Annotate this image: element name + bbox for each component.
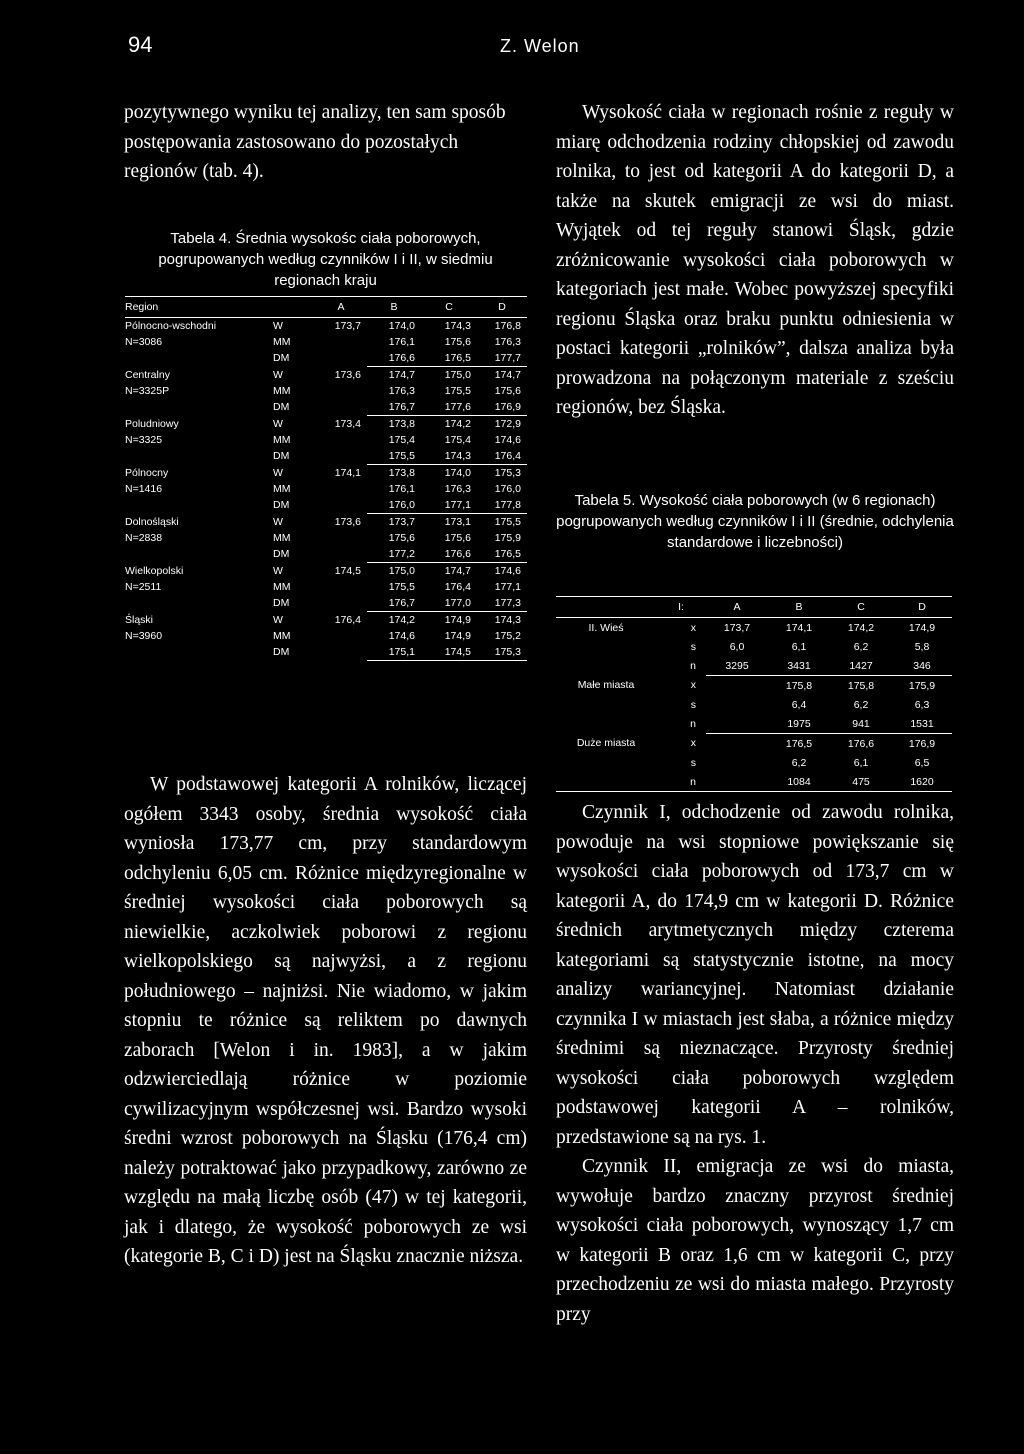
value-cell: 6,0 (729, 640, 745, 653)
table-row (556, 676, 952, 696)
value-cell: 174,3 (444, 320, 471, 332)
row-label-cell: MM (273, 434, 291, 446)
row-label-cell: W (273, 368, 283, 381)
value-cell: 177,0 (421, 595, 477, 612)
value-cell: 1531 (892, 714, 952, 734)
table4-header-cell (273, 297, 315, 318)
value-cell: 3295 (706, 656, 768, 676)
value-cell (315, 448, 367, 465)
table-row (125, 399, 527, 416)
stat-label-cell: x (690, 737, 696, 750)
value-cell: 176,6 (367, 350, 421, 367)
value-cell (706, 676, 768, 696)
row-label-cell: DM (273, 499, 290, 512)
empty-cell (556, 714, 656, 734)
value-cell: 174,0 (388, 320, 415, 332)
stat-label-cell: s (690, 756, 696, 769)
value-cell: 173,7 (388, 516, 415, 528)
empty-cell (125, 546, 273, 563)
row-label-cell: DM (273, 646, 290, 659)
value-cell: 6,4 (791, 698, 807, 711)
value-cell: 176,3 (444, 483, 471, 495)
value-cell: 174,3 (421, 448, 477, 465)
value-cell: 176,1 (388, 336, 415, 348)
value-cell: 176,0 (494, 483, 521, 495)
table5-header-cell: B (768, 597, 830, 618)
paragraph-text: pozytywnego wyniku tej analizy, ten sam sposób postępowania zastosowano do pozostałych regionów (tab. 4). (124, 102, 506, 182)
paragraph-text: Czynnik II, emigracja ze wsi do miasta, wywołuje bardzo znaczny przyrost średniej wysokości ciała poborowych, wynoszący 1,7 cm w kategorii B oraz 1,6 cm w kategorii C, przy przechodzeniu ze wsi do miasta małego. Przyrosty przy (556, 1156, 954, 1325)
value-cell: 176,3 (388, 385, 415, 397)
table-row (125, 416, 527, 433)
value-cell: 176,8 (494, 320, 521, 332)
value-cell: 177,1 (421, 497, 477, 514)
running-header-author: Z. Welon (500, 36, 580, 56)
region-count-cell: N=3325 (125, 434, 163, 446)
table-row (125, 530, 527, 546)
table5-header-row (556, 597, 952, 618)
value-cell: 174,9 (908, 621, 936, 634)
table-row (125, 367, 527, 384)
table-row (125, 432, 527, 448)
value-cell (315, 628, 367, 644)
value-cell (706, 695, 768, 714)
value-cell (315, 432, 367, 448)
value-cell: 175,5 (444, 385, 471, 397)
value-cell: 5,8 (914, 640, 930, 653)
value-cell: 175,9 (908, 679, 936, 692)
region-name-cell: Poludniowy (125, 417, 179, 430)
value-cell: 6,2 (853, 640, 869, 653)
stat-label-cell: s (690, 698, 696, 711)
value-cell: 174,1 (334, 466, 361, 479)
value-cell: 174,7 (388, 369, 415, 381)
value-cell: 6,1 (791, 640, 807, 653)
value-cell (315, 497, 367, 514)
value-cell: 173,4 (334, 417, 361, 430)
value-cell: 1084 (768, 772, 830, 792)
row-label-cell: DM (273, 450, 290, 463)
empty-cell (556, 753, 656, 772)
table-5 (556, 596, 952, 792)
value-cell: 175,1 (367, 644, 421, 661)
value-cell: 174,0 (444, 467, 471, 479)
value-cell: 176,0 (367, 497, 421, 514)
value-cell: 176,4 (477, 448, 527, 465)
value-cell: 475 (830, 772, 892, 792)
value-cell: 175,3 (477, 644, 527, 661)
value-cell (315, 383, 367, 399)
value-cell (706, 734, 768, 754)
stat-label-cell: n (690, 659, 696, 672)
empty-cell (556, 772, 656, 792)
stat-label-cell: x (690, 679, 696, 692)
value-cell: 175,5 (388, 581, 415, 593)
table5-header-cell: D (892, 597, 952, 618)
row-label-cell: W (273, 417, 283, 430)
value-cell: 176,3 (494, 336, 521, 348)
value-cell: 173,6 (334, 515, 361, 528)
value-cell: 176,4 (334, 613, 361, 626)
table-row (556, 656, 952, 676)
value-cell: 173,6 (334, 368, 361, 381)
value-cell (315, 595, 367, 612)
value-cell: 176,7 (367, 399, 421, 416)
table-row (556, 734, 952, 754)
value-cell: 6,1 (853, 756, 869, 769)
value-cell: 176,4 (444, 581, 471, 593)
value-cell (315, 481, 367, 497)
row-label-cell: MM (273, 532, 291, 544)
table5-body (556, 618, 952, 792)
value-cell: 1975 (768, 714, 830, 734)
table4-caption: Tabela 4. Średnia wysokośc ciała poborowych, pogrupowanych według czynników I i II, w siedmiu regionach kraju (158, 230, 493, 289)
value-cell: 176,5 (477, 546, 527, 563)
table4-header-cell: A (315, 297, 367, 318)
value-cell (315, 399, 367, 416)
right-bottom-text (556, 798, 954, 1329)
value-cell: 175,4 (388, 434, 415, 446)
value-cell: 176,5 (785, 737, 813, 750)
empty-cell (556, 637, 656, 656)
value-cell: 174,7 (444, 565, 471, 577)
group-name-cell: Małe miasta (577, 679, 635, 692)
value-cell (706, 714, 768, 734)
value-cell: 174,5 (421, 644, 477, 661)
value-cell: 177,3 (477, 595, 527, 612)
empty-cell (125, 399, 273, 416)
value-cell: 177,2 (367, 546, 421, 563)
value-cell: 174,1 (785, 621, 813, 634)
table-row (556, 637, 952, 656)
value-cell (315, 579, 367, 595)
region-name-cell: Centralny (125, 368, 170, 381)
table5-header-cell: C (830, 597, 892, 618)
table-row (125, 628, 527, 644)
table-row (125, 334, 527, 350)
row-label-cell: W (273, 613, 283, 626)
value-cell (315, 546, 367, 563)
value-cell: 175,5 (494, 516, 521, 528)
value-cell: 176,9 (477, 399, 527, 416)
region-name-cell: Śląski (125, 613, 154, 626)
empty-cell (556, 656, 656, 676)
value-cell: 177,6 (421, 399, 477, 416)
paragraph-text: W podstawowej kategorii A rolników, liczącej ogółem 3343 osoby, średnia wysokość ciała wyniosła 173,77 cm, przy standardowym odchyleniu 6,05 cm. Różnice międzyregionalne w średniej wysokości ciała poborowych są niewielkie, aczkolwiek poborowi z regionu wielkopolskiego są najwyżsi, a z regionu południowego – najniżsi. Nie wiadomo, w jakim stopniu te różnice są reliktem po dawnych zaborach [Welon i in. 1983], a w jakim odzwierciedlają różnice w poziomie cywilizacyjnym współczesnej wsi. Bardzo wysoki średni wzrost poborowych na Śląsku (176,4 cm) należy potraktować jako przypadkowy, zarówno ze względu na małą liczbę osób (47) w tej kategorii, jak i dlatego, że wysokość poborowych ze wsi (kategorie B, C i D) jest na Śląsku znacznie niższa. (124, 774, 527, 1267)
row-label-cell: MM (273, 483, 291, 495)
region-name-cell: Pólnocno-wschodni (125, 320, 217, 332)
value-cell: 173,7 (723, 621, 751, 634)
value-cell: 174,3 (494, 614, 521, 626)
value-cell: 6,2 (853, 698, 869, 711)
paragraph-text: Wysokość ciała w regionach rośnie z reguły w miarę odchodzenia rodziny chłopskiej od zawodu rolnika, to jest od kategorii A do kategorii D, a także na skutek emigracji ze wsi do miast. Wyjątek od tej reguły stanowi Śląsk, gdzie zróżnicowanie wysokości ciała poborowych w kategoriach jest małe. Wobec powyższej specyfiki regionu Śląska oraz braku punktu odniesienia w postaci kategorii „rolników”, dalsza analiza była prowadzona na połączonym materiale z sześciu regionów, bez Śląska. (556, 102, 954, 418)
value-cell: 3431 (768, 656, 830, 676)
region-count-cell: N=2511 (125, 581, 162, 593)
value-cell: 175,5 (367, 448, 421, 465)
value-cell: 175,8 (847, 679, 875, 692)
value-cell: 176,5 (421, 350, 477, 367)
table4-header-cell: Region (125, 297, 273, 318)
value-cell: 175,0 (444, 369, 471, 381)
stat-label-cell: n (690, 717, 696, 730)
empty-cell (125, 497, 273, 514)
value-cell (315, 530, 367, 546)
value-cell: 173,1 (444, 516, 471, 528)
table5-header-cell (556, 597, 656, 618)
table-row (125, 579, 527, 595)
empty-cell (125, 448, 273, 465)
value-cell (706, 772, 768, 792)
region-count-cell: N=3086 (125, 336, 163, 348)
row-label-cell: DM (273, 352, 290, 365)
value-cell: 175,9 (494, 532, 521, 544)
value-cell: 176,9 (908, 737, 936, 750)
value-cell: 177,1 (494, 581, 521, 593)
row-label-cell: MM (273, 336, 291, 348)
value-cell (315, 350, 367, 367)
table-4 (125, 296, 527, 661)
row-label-cell: W (273, 564, 283, 577)
table-row (125, 514, 527, 531)
value-cell: 174,5 (334, 564, 361, 577)
left-bottom-paragraph (124, 770, 527, 1272)
left-top-paragraph (124, 98, 527, 187)
row-label-cell: W (273, 320, 283, 332)
value-cell: 175,0 (388, 565, 415, 577)
row-label-cell: MM (273, 581, 291, 593)
value-cell: 174,6 (494, 434, 521, 446)
table4-header-row (125, 297, 527, 318)
value-cell: 175,2 (494, 630, 521, 642)
empty-cell (556, 695, 656, 714)
value-cell (706, 753, 768, 772)
table4-header-cell: C (421, 297, 477, 318)
table-row (125, 595, 527, 612)
table5-caption: Tabela 5. Wysokość ciała poborowych (w 6 regionach) pogrupowanych według czynników I i II (średnie, odchylenia standardowe i liczebności) (556, 492, 954, 551)
value-cell: 177,7 (477, 350, 527, 367)
table-row (125, 318, 527, 335)
table-row (125, 481, 527, 497)
table-row (556, 618, 952, 638)
table5-header-cell: A (706, 597, 768, 618)
page-number: 94 (128, 32, 153, 57)
value-cell: 6,2 (791, 756, 807, 769)
table-row (125, 465, 527, 482)
empty-cell (125, 644, 273, 661)
stat-label-cell: x (690, 621, 696, 634)
value-cell: 174,2 (444, 418, 471, 430)
region-name-cell: Pólnocny (125, 466, 169, 479)
value-cell: 174,2 (388, 614, 415, 626)
row-label-cell: W (273, 466, 283, 479)
group-name-cell: II. Wieś (588, 621, 624, 634)
table-row (125, 497, 527, 514)
region-count-cell: N=2838 (125, 532, 163, 544)
region-count-cell: N=1416 (125, 483, 163, 495)
value-cell: 175,6 (444, 532, 471, 544)
value-cell: 173,8 (388, 467, 415, 479)
empty-cell (125, 595, 273, 612)
table4-header-cell: B (367, 297, 421, 318)
row-label-cell: DM (273, 597, 290, 610)
table-row (125, 350, 527, 367)
region-name-cell: Wielkopolski (125, 564, 184, 577)
stat-label-cell: s (690, 640, 696, 653)
value-cell: 175,4 (444, 434, 471, 446)
value-cell: 174,6 (388, 630, 415, 642)
value-cell: 172,9 (494, 418, 521, 430)
value-cell: 174,9 (444, 614, 471, 626)
value-cell: 176,1 (388, 483, 415, 495)
table-row (556, 772, 952, 792)
value-cell: 1427 (830, 656, 892, 676)
value-cell: 175,8 (785, 679, 813, 692)
region-name-cell: Dolnośląski (125, 515, 179, 528)
row-label-cell: DM (273, 548, 290, 561)
table4-header-cell: D (477, 297, 527, 318)
region-count-cell: N=3325P (125, 385, 170, 397)
table-row (125, 644, 527, 661)
value-cell: 175,6 (388, 532, 415, 544)
value-cell: 174,2 (847, 621, 875, 634)
group-name-cell: Duże miasta (576, 737, 636, 750)
value-cell: 176,6 (847, 737, 875, 750)
right-top-paragraph (556, 98, 954, 423)
table5-header-cell: I: (656, 597, 706, 618)
value-cell: 174,9 (444, 630, 471, 642)
table-row (556, 753, 952, 772)
table-row (556, 714, 952, 734)
value-cell: 175,6 (444, 336, 471, 348)
table-row (125, 546, 527, 563)
table-row (556, 695, 952, 714)
row-label-cell: MM (273, 630, 291, 642)
table4-body (125, 318, 527, 661)
value-cell: 175,6 (494, 385, 521, 397)
table-row (125, 563, 527, 580)
value-cell: 176,6 (421, 546, 477, 563)
value-cell (315, 644, 367, 661)
table-row (125, 612, 527, 629)
row-label-cell: MM (273, 385, 291, 397)
value-cell: 6,5 (914, 756, 930, 769)
value-cell: 174,7 (494, 369, 521, 381)
value-cell: 941 (830, 714, 892, 734)
row-label-cell: DM (273, 401, 290, 414)
value-cell: 174,6 (494, 565, 521, 577)
paragraph-text: Czynnik I, odchodzenie od zawodu rolnika, powoduje na wsi stopniowe powiększanie się wysokości ciała poborowych od 173,7 cm w kategorii A, do 174,9 cm w kategorii D. Różnice średnich arytmetycznych między czterema kategoriami są statystycznie istotne, na mocy analizy wariancyjnej. Natomiast działanie czynnika I w miastach jest słaba, a różnice między średnimi są nieznaczące. Przyrosty średniej wysokości ciała poborowych względem podstawowej kategorii A – rolników, przedstawione są na rys. 1. (556, 802, 954, 1148)
row-label-cell: W (273, 515, 283, 528)
stat-label-cell: n (656, 772, 706, 792)
table-row (125, 383, 527, 399)
table-row (125, 448, 527, 465)
value-cell: 346 (892, 656, 952, 676)
value-cell (315, 334, 367, 350)
region-count-cell: N=3960 (125, 630, 163, 642)
empty-cell (125, 350, 273, 367)
value-cell: 176,7 (367, 595, 421, 612)
value-cell: 173,8 (388, 418, 415, 430)
value-cell: 177,8 (477, 497, 527, 514)
value-cell: 175,3 (494, 467, 521, 479)
value-cell: 173,7 (334, 320, 361, 332)
value-cell: 1620 (892, 772, 952, 792)
value-cell: 6,3 (914, 698, 930, 711)
